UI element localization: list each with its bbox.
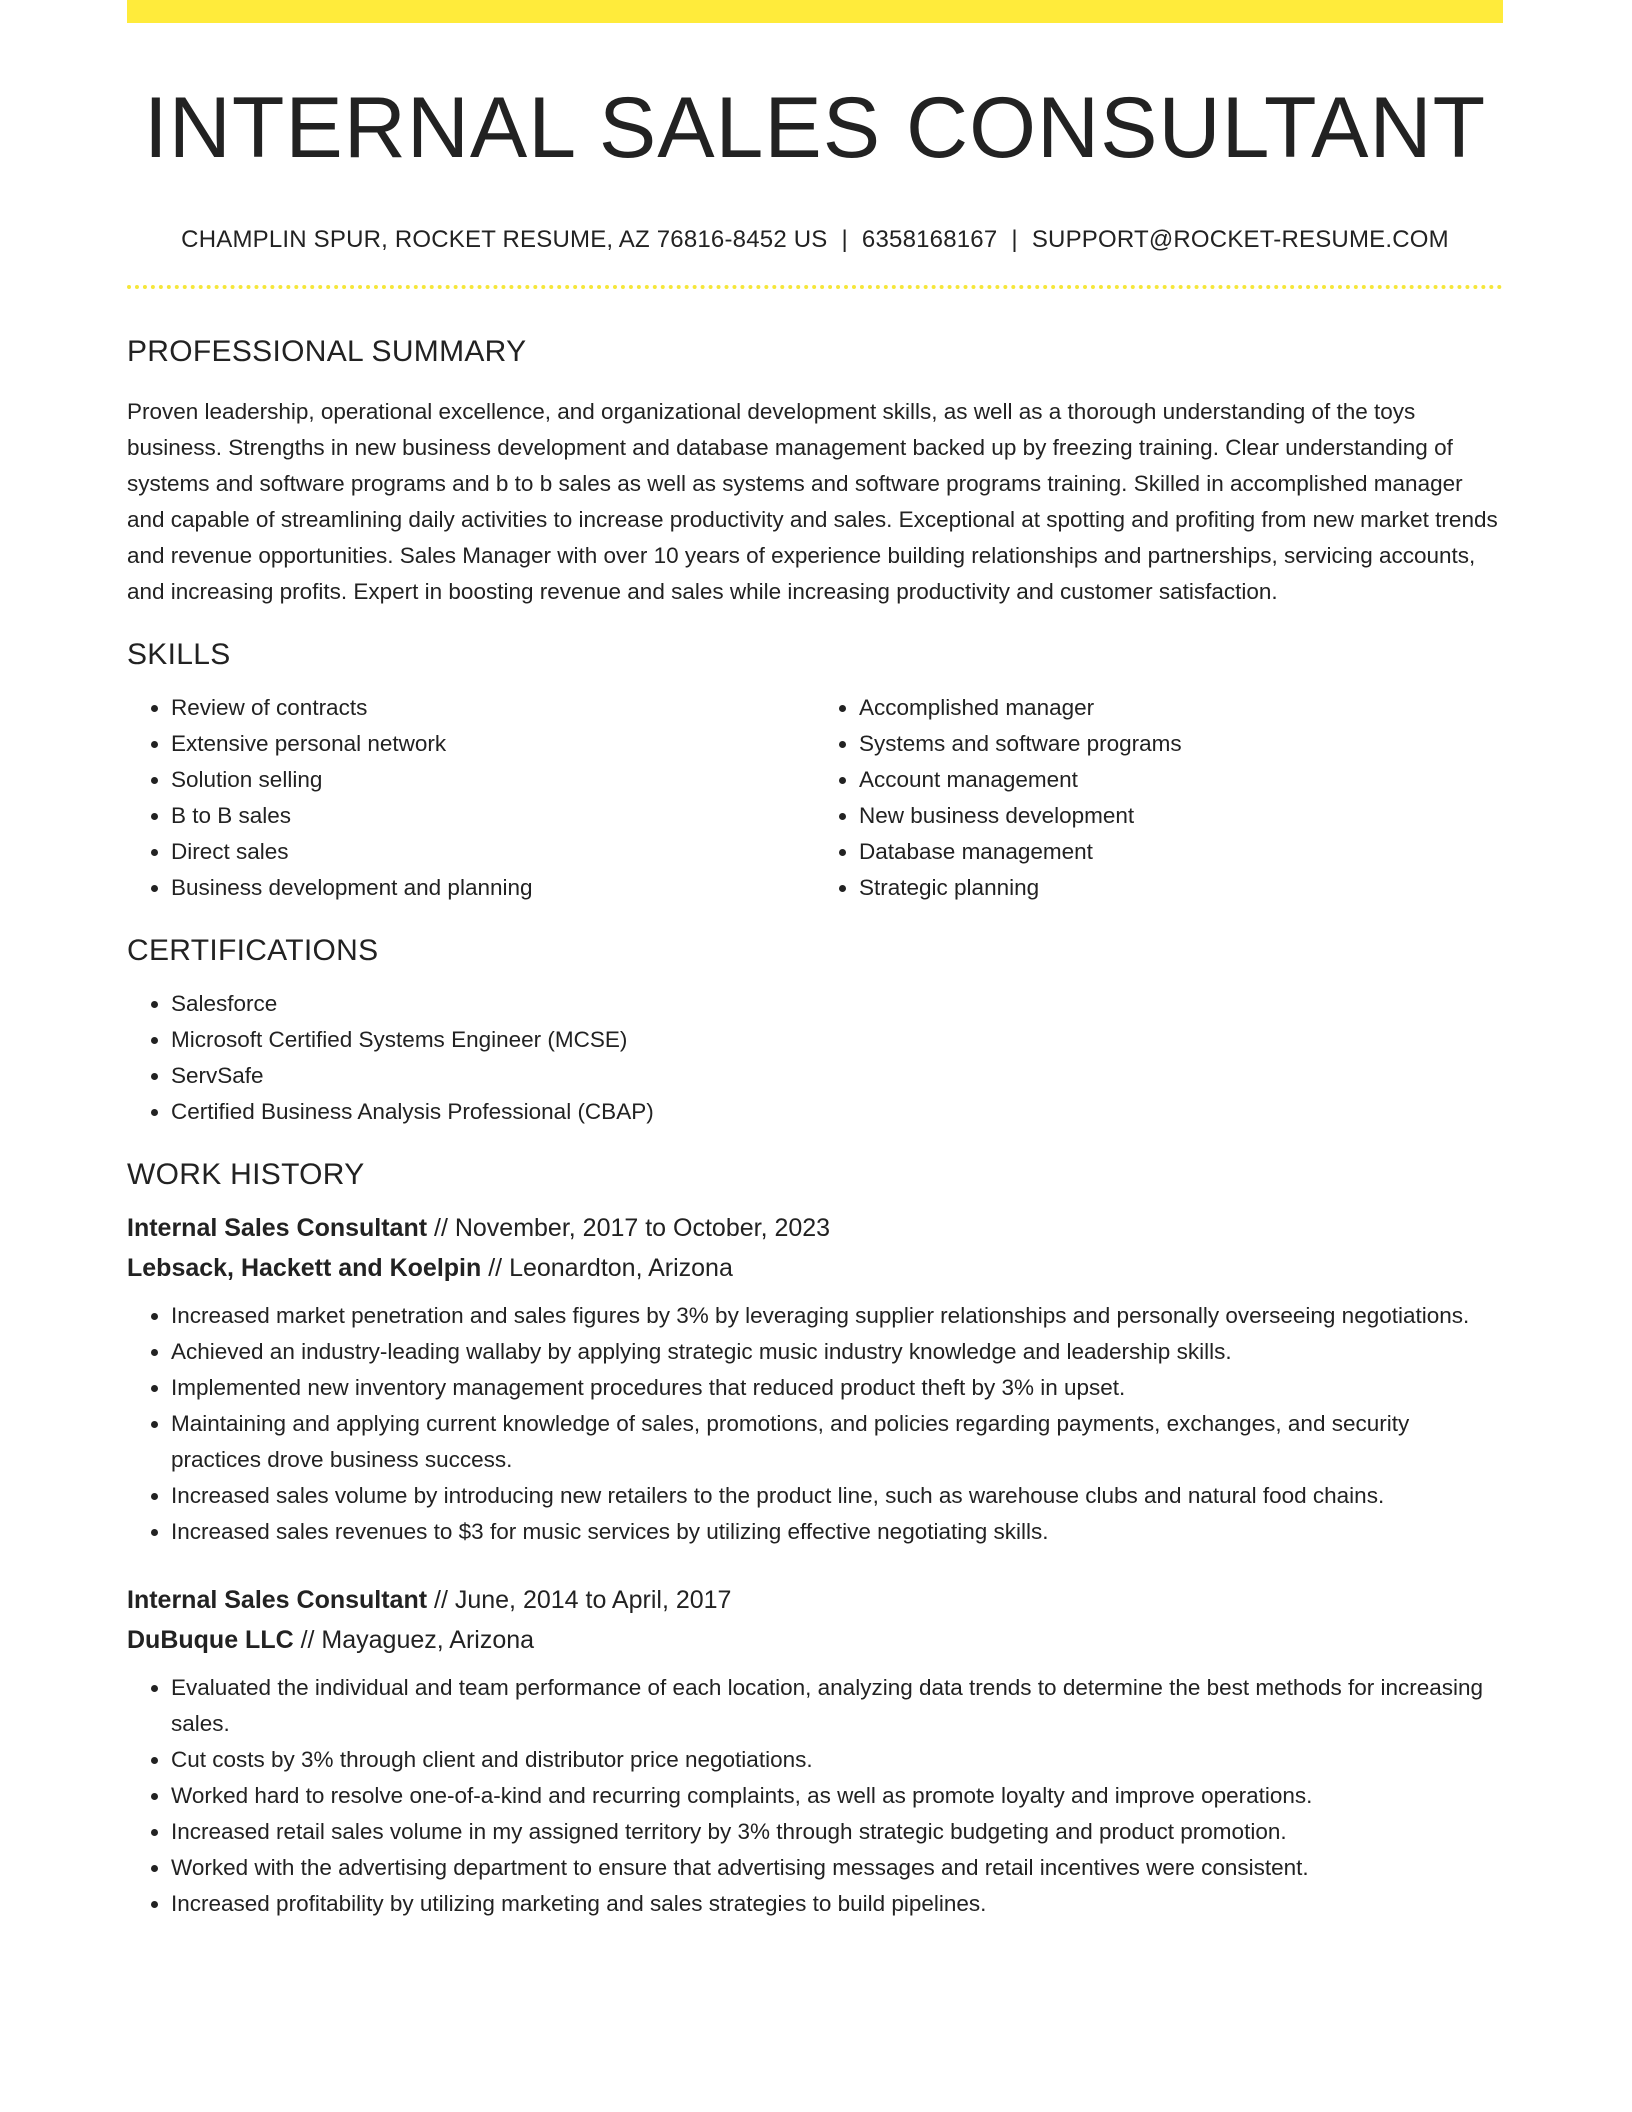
contact-separator: |: [1011, 225, 1018, 253]
job-entry: [127, 1208, 1503, 1550]
summary-heading: PROFESSIONAL SUMMARY: [127, 334, 527, 368]
skills-heading: SKILLS: [127, 637, 231, 671]
job-title: Internal Sales Consultant: [127, 1213, 428, 1242]
skill-item: • Extensive personal network: [171, 726, 815, 762]
contact-phone: 6358168167: [861, 225, 998, 253]
dotted-divider: [127, 285, 1503, 289]
skill-item: • Accomplished manager: [859, 690, 1503, 726]
job-location: // Leonardton, Arizona: [481, 1253, 733, 1282]
job-bullet: • Cut costs by 3% through client and distributor price negotiations.: [171, 1742, 1503, 1778]
skill-item: • Business development and planning: [171, 870, 815, 906]
job-bullet: • Increased profitability by utilizing marketing and sales strategies to build pipelines.: [171, 1886, 1503, 1922]
skills-left-column: [127, 690, 815, 906]
job-company-line: [127, 1620, 1503, 1660]
job-title: Internal Sales Consultant: [127, 1585, 428, 1614]
certifications-list: [127, 986, 1503, 1130]
job-dates: // June, 2014 to April, 2017: [427, 1585, 732, 1614]
job-bullets: [127, 1670, 1503, 1922]
skill-item: • Systems and software programs: [859, 726, 1503, 762]
job-bullet: • Worked hard to resolve one-of-a-kind and recurring complaints, as well as promote loyalty and improve operations.: [171, 1778, 1503, 1814]
job-location: // Mayaguez, Arizona: [293, 1625, 535, 1654]
skills-right-column: [815, 690, 1503, 906]
summary-text: Proven leadership, operational excellence, and organizational development skills, as well as a thorough understanding of the toys business. Strengths in new business development and database management backed up by freezing training. Clear understanding of systems and software programs and b to b sales as well as systems and software programs training. Skilled in accomplished manager and capable of streamlining daily activities to increase productivity and sales. Exceptional at spotting and profiting from new market trends and revenue opportunities. Sales Manager with over 10 years of experience building relationships and partnerships, servicing accounts, and increasing profits. Expert in boosting revenue and sales while increasing productivity and customer satisfaction.: [127, 398, 1498, 604]
accent-bar: [127, 0, 1503, 23]
job-bullets: [127, 1298, 1503, 1550]
job-entry: [127, 1580, 1503, 1922]
job-bullet: • Increased sales volume by introducing new retailers to the product line, such as warehouse clubs and natural food chains.: [171, 1478, 1503, 1514]
certification-item: • Microsoft Certified Systems Engineer (MCSE): [171, 1022, 1503, 1058]
skill-item: • New business development: [859, 798, 1503, 834]
certification-item: • Certified Business Analysis Professional (CBAP): [171, 1094, 1503, 1130]
skill-item: • B to B sales: [171, 798, 815, 834]
contact-line: [127, 226, 1503, 254]
certifications-heading: CERTIFICATIONS: [127, 933, 379, 967]
job-bullet: • Implemented new inventory management procedures that reduced product theft by 3% in upset.: [171, 1370, 1503, 1406]
skill-item: • Direct sales: [171, 834, 815, 870]
job-company: Lebsack, Hackett and Koelpin: [127, 1253, 482, 1282]
skill-item: • Solution selling: [171, 762, 815, 798]
contact-separator: |: [841, 225, 848, 253]
skill-item: • Strategic planning: [859, 870, 1503, 906]
certification-item: • ServSafe: [171, 1058, 1503, 1094]
job-company: DuBuque LLC: [127, 1625, 294, 1654]
job-dates: // November, 2017 to October, 2023: [427, 1213, 831, 1242]
work-history-heading: WORK HISTORY: [127, 1157, 365, 1191]
certification-item: • Salesforce: [171, 986, 1503, 1022]
job-bullet: • Worked with the advertising department to ensure that advertising messages and retail incentives were consistent.: [171, 1850, 1503, 1886]
job-bullet: • Increased market penetration and sales figures by 3% by leveraging supplier relationships and personally overseeing negotiations.: [171, 1298, 1503, 1334]
job-company-line: [127, 1248, 1503, 1288]
job-bullet: • Increased retail sales volume in my assigned territory by 3% through strategic budgeting and product promotion.: [171, 1814, 1503, 1850]
resume-page: [127, 0, 1503, 1922]
contact-email: SUPPORT@ROCKET-RESUME.COM: [1031, 225, 1449, 253]
job-title-line: [127, 1208, 1503, 1248]
job-title-line: [127, 1580, 1503, 1620]
job-bullet: • Achieved an industry-leading wallaby by applying strategic music industry knowledge and leadership skills.: [171, 1334, 1503, 1370]
skill-item: • Database management: [859, 834, 1503, 870]
job-bullet: • Evaluated the individual and team performance of each location, analyzing data trends to determine the best methods for increasing sales.: [171, 1670, 1503, 1742]
job-bullet: • Maintaining and applying current knowledge of sales, promotions, and policies regarding payments, exchanges, and security practices drove business success.: [171, 1406, 1503, 1478]
job-bullet: • Increased sales revenues to $3 for music services by utilizing effective negotiating skills.: [171, 1514, 1503, 1550]
skills-list: [127, 690, 1503, 906]
contact-address: CHAMPLIN SPUR, ROCKET RESUME, AZ 76816-8452 US: [181, 225, 828, 253]
skill-item: • Account management: [859, 762, 1503, 798]
page-title: INTERNAL SALES CONSULTANT: [143, 80, 1487, 176]
skill-item: • Review of contracts: [171, 690, 815, 726]
